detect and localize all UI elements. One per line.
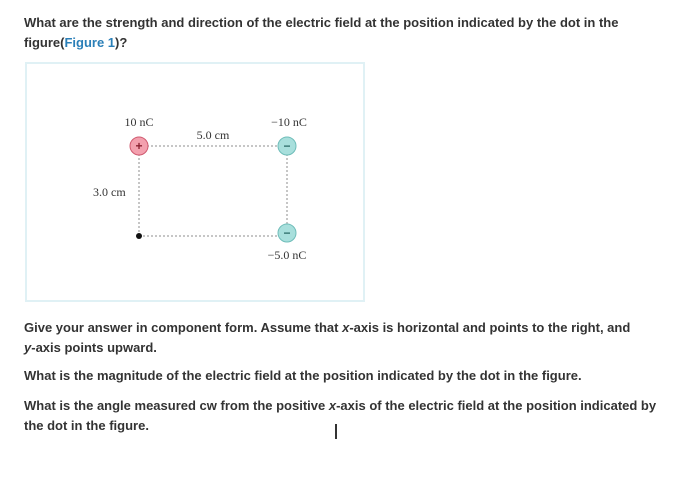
angle-question: What is the angle measured cw from the positive x-axis of the electric field at the position indicated by the dot in the figure. [24, 398, 657, 433]
component-form-instruction: Give your answer in component form. Assume that x-axis is horizontal and points to the right, and y-axis points upward. [24, 320, 631, 355]
minus-sign: − [283, 226, 291, 240]
plus-sign: + [135, 139, 143, 153]
question-text [24, 13, 674, 53]
charge-diagram [27, 64, 367, 304]
q2-label: −10 nC [271, 115, 307, 129]
q3-label: −5.0 nC [267, 248, 307, 262]
instructions [24, 318, 674, 436]
minus-sign: − [283, 139, 291, 153]
horizontal-distance-label: 5.0 cm [196, 128, 230, 142]
magnitude-question: What is the magnitude of the electric field at the position indicated by the dot in the figure. [24, 368, 582, 383]
negative-charge-q3 [278, 224, 296, 242]
text-cursor [335, 424, 337, 439]
figure-panel [25, 62, 365, 302]
field-point-dot [136, 233, 142, 239]
question-body: What are the strength and direction of the electric field at the position indicated by the dot in the figure( [24, 15, 619, 50]
positive-charge-q1 [130, 137, 148, 155]
vertical-distance-label: 3.0 cm [93, 185, 126, 199]
x-variable: x [342, 320, 350, 335]
negative-charge-q2 [278, 137, 296, 155]
x-variable: x [328, 398, 337, 413]
q1-label: 10 nC [124, 115, 154, 129]
figure-link[interactable]: Figure 1 [64, 35, 116, 50]
y-variable: y [24, 340, 32, 355]
question-suffix: )? [115, 35, 128, 50]
